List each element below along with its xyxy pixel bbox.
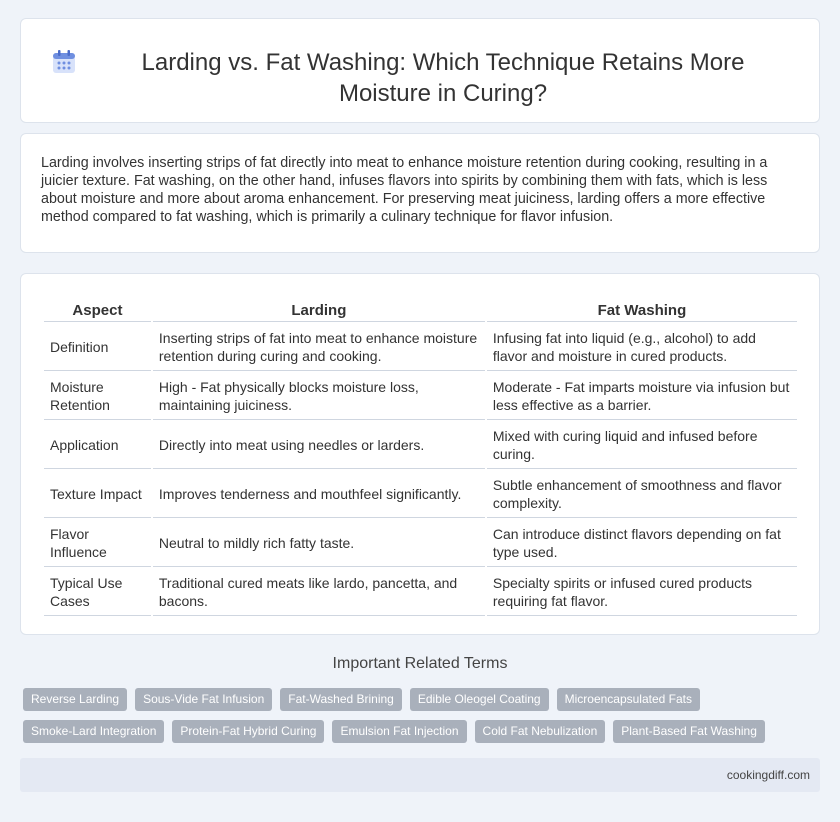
table-row bbox=[44, 324, 797, 371]
footer bbox=[20, 758, 820, 792]
table-row bbox=[44, 373, 797, 420]
row-larding: Directly into meat using needles or larders. bbox=[153, 422, 485, 469]
tag-microencapsulated-fats[interactable]: Microencapsulated Fats bbox=[557, 688, 700, 711]
comparison-card bbox=[20, 273, 820, 635]
tag-sous-vide-fat-infusion[interactable]: Sous-Vide Fat Infusion bbox=[135, 688, 272, 711]
header-aspect: Aspect bbox=[44, 296, 151, 322]
tag-cold-fat-nebulization[interactable]: Cold Fat Nebulization bbox=[475, 720, 606, 743]
calendar-icon bbox=[51, 49, 77, 75]
table-header-row bbox=[44, 296, 797, 322]
table-row bbox=[44, 471, 797, 518]
row-fat-washing: Mixed with curing liquid and infused before curing. bbox=[487, 422, 797, 469]
row-larding: Improves tenderness and mouthfeel significantly. bbox=[153, 471, 485, 518]
intro-paragraph: Larding involves inserting strips of fat directly into meat to enhance moisture retention during cooking, resulting in a juicier texture. Fat washing, on the other hand, infuses flavors into spirits by combining them with fats, which is less about moisture and more about aroma enhancement. For preserving meat juiciness, larding offers a more effective method compared to fat washing, which is primarily a culinary technique for flavor infusion. bbox=[41, 155, 768, 225]
tag-protein-fat-hybrid-curing[interactable]: Protein-Fat Hybrid Curing bbox=[172, 720, 324, 743]
row-aspect: Moisture Retention bbox=[44, 373, 151, 420]
title-card bbox=[20, 18, 820, 123]
row-fat-washing: Infusing fat into liquid (e.g., alcohol) to add flavor and moisture in cured products. bbox=[487, 324, 797, 371]
row-aspect: Texture Impact bbox=[44, 471, 151, 518]
row-aspect: Typical Use Cases bbox=[44, 569, 151, 616]
footer-site-link[interactable]: cookingdiff.com bbox=[726, 768, 810, 782]
tag-row bbox=[23, 720, 823, 743]
row-larding: Inserting strips of fat into meat to enhance moisture retention during curing and cooking. bbox=[153, 324, 485, 371]
page-title: Larding vs. Fat Washing: Which Technique Retains More Moisture in Curing? bbox=[141, 49, 745, 107]
tag-smoke-lard-integration[interactable]: Smoke-Lard Integration bbox=[23, 720, 164, 743]
row-larding: Neutral to mildly rich fatty taste. bbox=[153, 520, 485, 567]
row-fat-washing: Can introduce distinct flavors depending on fat type used. bbox=[487, 520, 797, 567]
header-fat-washing: Fat Washing bbox=[487, 296, 797, 322]
row-aspect: Flavor Influence bbox=[44, 520, 151, 567]
intro-card bbox=[20, 133, 820, 253]
table-row bbox=[44, 422, 797, 469]
tag-emulsion-fat-injection[interactable]: Emulsion Fat Injection bbox=[332, 720, 466, 743]
row-aspect: Application bbox=[44, 422, 151, 469]
tag-plant-based-fat-washing[interactable]: Plant-Based Fat Washing bbox=[613, 720, 765, 743]
comparison-table bbox=[42, 294, 799, 618]
row-fat-washing: Subtle enhancement of smoothness and flavor complexity. bbox=[487, 471, 797, 518]
tag-row bbox=[23, 688, 823, 711]
table-row bbox=[44, 569, 797, 616]
table-row bbox=[44, 520, 797, 567]
related-terms-title: Important Related Terms bbox=[332, 655, 508, 672]
related-terms-tags bbox=[23, 688, 823, 752]
row-larding: High - Fat physically blocks moisture loss, maintaining juiciness. bbox=[153, 373, 485, 420]
row-fat-washing: Moderate - Fat imparts moisture via infusion but less effective as a barrier. bbox=[487, 373, 797, 420]
row-larding: Traditional cured meats like lardo, pancetta, and bacons. bbox=[153, 569, 485, 616]
row-aspect: Definition bbox=[44, 324, 151, 371]
tag-reverse-larding[interactable]: Reverse Larding bbox=[23, 688, 127, 711]
tag-fat-washed-brining[interactable]: Fat-Washed Brining bbox=[280, 688, 402, 711]
header-larding: Larding bbox=[153, 296, 485, 322]
row-fat-washing: Specialty spirits or infused cured products requiring fat flavor. bbox=[487, 569, 797, 616]
tag-edible-oleogel-coating[interactable]: Edible Oleogel Coating bbox=[410, 688, 549, 711]
